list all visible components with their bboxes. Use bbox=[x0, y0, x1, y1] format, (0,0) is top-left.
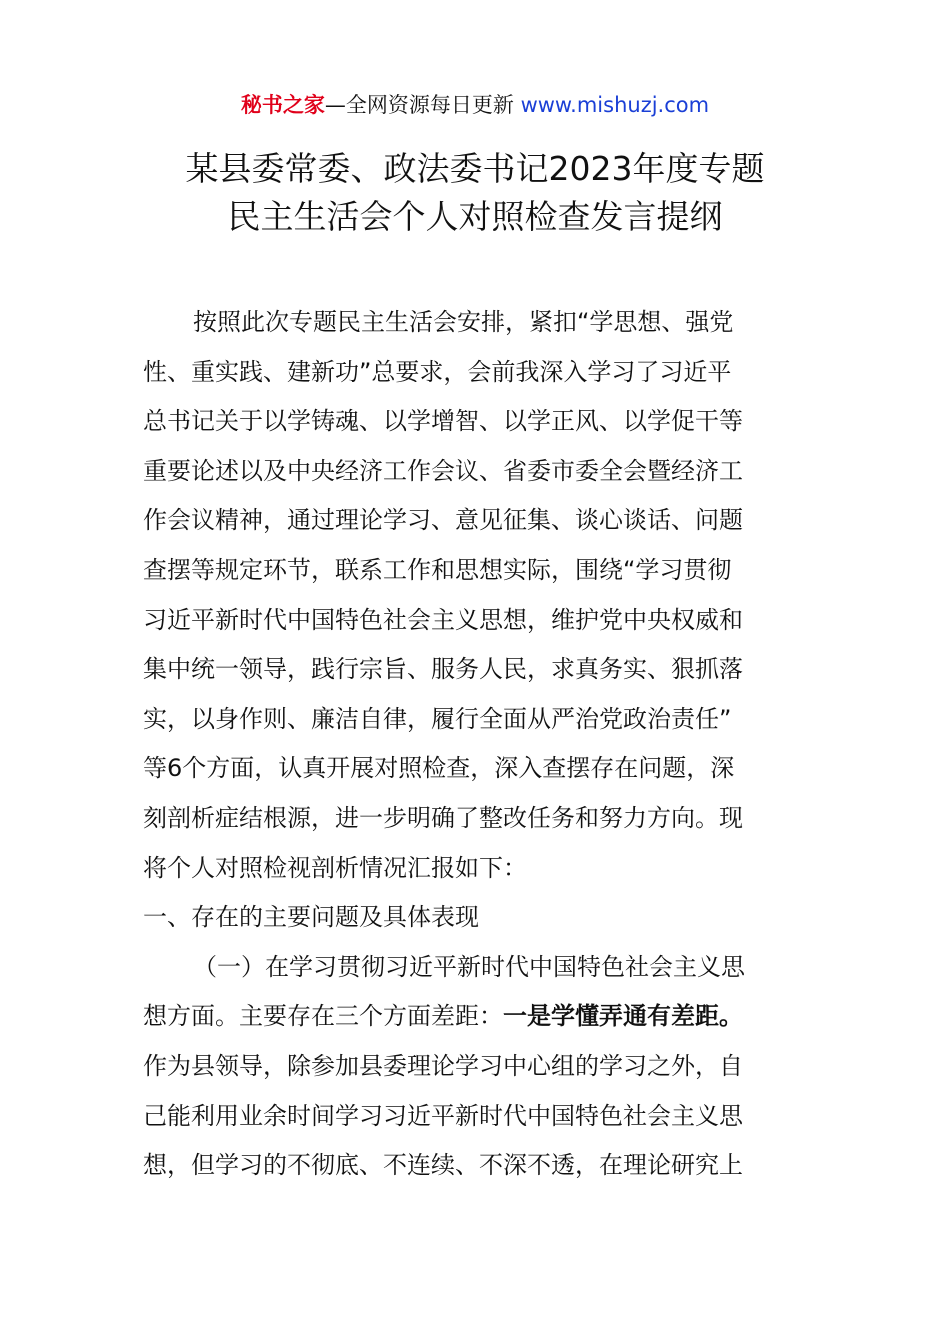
paragraph-line: 想，但学习的不彻底、不连续、不深不透，在理论研究上 bbox=[143, 1151, 743, 1180]
title-line-2: 民主生活会个人对照检查发言提纲 bbox=[227, 197, 723, 236]
paragraph-line: 习近平新时代中国特色社会主义思想，维护党中央权威和 bbox=[143, 605, 743, 634]
paragraph-line: 集中统一领导，践行宗旨、服务人民，求真务实、狠抓落 bbox=[143, 655, 743, 684]
paragraph-line: 总书记关于以学铸魂、以学增智、以学正风、以学促干等 bbox=[143, 407, 743, 436]
paragraph-line: 刻剖析症结根源，进一步明确了整改任务和努力方向。现 bbox=[143, 803, 743, 832]
subsection-heading-line: （一）在学习贯彻习近平新时代中国特色社会主义思 bbox=[193, 952, 745, 981]
site-url-link[interactable]: www.mishuzj.com bbox=[520, 93, 710, 117]
paragraph-line: 性、重实践、建新功”总要求，会前我深入学习了习近平 bbox=[143, 357, 732, 386]
paragraph-line: 按照此次专题民主生活会安排，紧扣“学思想、强党 bbox=[193, 308, 734, 336]
section-heading: 一、存在的主要问题及具体表现 bbox=[143, 903, 479, 932]
paragraph-line: 己能利用业余时间学习习近平新时代中国特色社会主义思 bbox=[143, 1101, 743, 1130]
brand-name: 秘书之家 bbox=[240, 93, 325, 117]
paragraph-line: 将个人对照检视剖析情况汇报如下： bbox=[143, 853, 527, 882]
paragraph-line: 查摆等规定环节，联系工作和思想实际，围绕“学习贯彻 bbox=[143, 555, 732, 584]
subsection-line bbox=[143, 992, 793, 1042]
document-title bbox=[100, 145, 850, 241]
paragraph-line: 作为县领导，除参加县委理论学习中心组的学习之外，自 bbox=[143, 1051, 743, 1080]
bold-point-one: 一是学懂弄通有差距。 bbox=[503, 1002, 743, 1031]
header-tagline: —全网资源每日更新 bbox=[324, 93, 521, 117]
paragraph-line: 等6个方面，认真开展对照检查，深入查摆存在问题，深 bbox=[143, 754, 735, 783]
paragraph-line: 作会议精神，通过理论学习、意见征集、谈心谈话、问题 bbox=[143, 506, 743, 535]
subsection-text: 想方面。主要存在三个方面差距： bbox=[143, 1002, 503, 1031]
site-header bbox=[0, 90, 950, 120]
paragraph-line: 实，以身作则、廉洁自律，履行全面从严治党政治责任” bbox=[143, 704, 732, 733]
document-body bbox=[143, 298, 793, 1191]
title-line-1: 某县委常委、政法委书记2023年度专题 bbox=[185, 149, 765, 188]
paragraph-line: 重要论述以及中央经济工作会议、省委市委全会暨经济工 bbox=[143, 456, 743, 485]
